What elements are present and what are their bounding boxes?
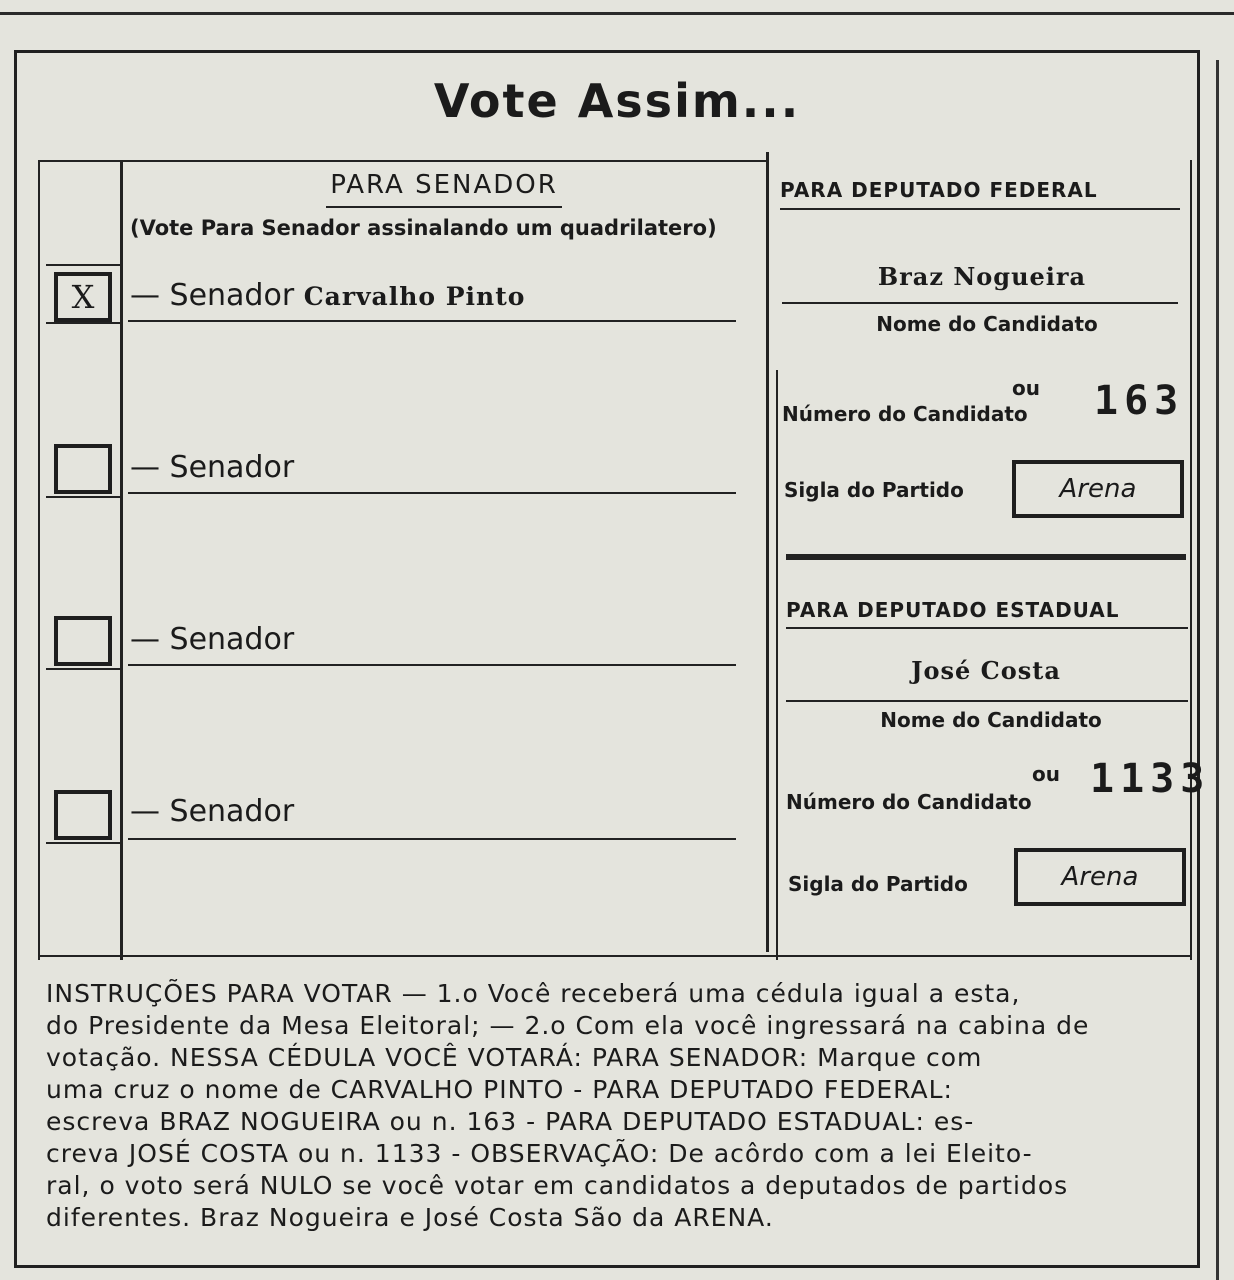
instruction-line: INSTRUÇÕES PARA VOTAR — 1.o Você receberá uma cédula igual a esta, [46, 979, 1021, 1008]
federal-or: ou [1012, 376, 1040, 400]
instruction-line: ral, o voto será NULO se você votar em candidatos a deputados de partidos [46, 1171, 1069, 1200]
row-rule [46, 842, 120, 844]
top-rule [0, 0, 1234, 15]
senador-line-2 [128, 492, 736, 494]
senador-prefix: — Senador [130, 278, 295, 313]
center-divider [766, 152, 769, 952]
right-border [1190, 160, 1192, 960]
right-rule [1216, 60, 1219, 1280]
instruction-line: diferentes. Braz Nogueira e José Costa São da ARENA. [46, 1203, 774, 1232]
federal-heading-rule [780, 208, 1180, 210]
estadual-name[interactable]: José Costa [911, 656, 1061, 685]
senador-line-1 [128, 320, 736, 322]
federal-number[interactable]: 163 [1094, 378, 1185, 424]
senador-checkbox-1[interactable]: X [54, 272, 112, 322]
senador-row-4 [130, 794, 294, 829]
federal-heading: PARA DEPUTADO FEDERAL [780, 178, 1098, 202]
instruction-line: escreva BRAZ NOGUEIRA ou n. 163 - PARA DEPUTADO ESTADUAL: es- [46, 1107, 975, 1136]
instructions [46, 978, 1206, 1234]
left-border [38, 160, 40, 960]
senador-row-3 [130, 622, 294, 657]
row-rule [46, 496, 120, 498]
row-rule [46, 264, 120, 266]
federal-name-caption: Nome do Candidato [876, 312, 1098, 336]
senador-prefix: — Senador [130, 450, 295, 485]
row-rule [46, 322, 120, 324]
federal-party-caption: Sigla do Partido [784, 478, 964, 502]
estadual-heading: PARA DEPUTADO ESTADUAL [786, 598, 1120, 622]
instruction-line: votação. NESSA CÉDULA VOCÊ VOTARÁ: PARA SENADOR: Marque com [46, 1043, 983, 1072]
senador-checkbox-2[interactable] [54, 444, 112, 494]
federal-number-caption: Número do Candidato [782, 402, 1028, 426]
federal-name-line [782, 302, 1178, 304]
center-divider-inner [776, 370, 778, 960]
senador-note: (Vote Para Senador assinalando um quadrilatero) [130, 216, 717, 240]
instruction-line: do Presidente da Mesa Eleitoral; — 2.o Com ela você ingressará na cabina de [46, 1011, 1090, 1040]
senador-checkbox-3[interactable] [54, 616, 112, 666]
senador-checkbox-4[interactable] [54, 790, 112, 840]
senador-name: Carvalho Pinto [303, 282, 526, 311]
instruction-line: creva JOSÉ COSTA ou n. 1133 - OBSERVAÇÃO: De acôrdo com a lei Eleito- [46, 1139, 1033, 1168]
senador-heading: PARA SENADOR [124, 170, 764, 200]
estadual-party-box[interactable]: Arena [1014, 848, 1186, 906]
senador-line-3 [128, 664, 736, 666]
estadual-number-caption: Número do Candidato [786, 790, 1032, 814]
estadual-number[interactable]: 1133 [1090, 756, 1211, 802]
senador-row-2 [130, 450, 294, 485]
federal-party-box[interactable]: Arena [1012, 460, 1184, 518]
page-title: Vote Assim... [433, 74, 801, 128]
instruction-line: uma cruz o nome de CARVALHO PINTO - PARA DEPUTADO FEDERAL: [46, 1075, 953, 1104]
senador-prefix: — Senador [130, 794, 295, 829]
senador-row-1 [130, 278, 525, 313]
top-border [38, 160, 768, 162]
bottom-border [38, 955, 1192, 957]
federal-name[interactable]: Braz Nogueira [877, 262, 1087, 291]
estadual-heading-rule [786, 627, 1188, 629]
section-divider [786, 554, 1186, 560]
estadual-name-line [786, 700, 1188, 702]
checkbox-column-divider [120, 160, 123, 960]
senador-line-4 [128, 838, 736, 840]
row-rule [46, 668, 120, 670]
estadual-or: ou [1032, 762, 1060, 786]
estadual-name-caption: Nome do Candidato [880, 708, 1102, 732]
estadual-party-caption: Sigla do Partido [788, 872, 968, 896]
senador-prefix: — Senador [130, 622, 295, 657]
